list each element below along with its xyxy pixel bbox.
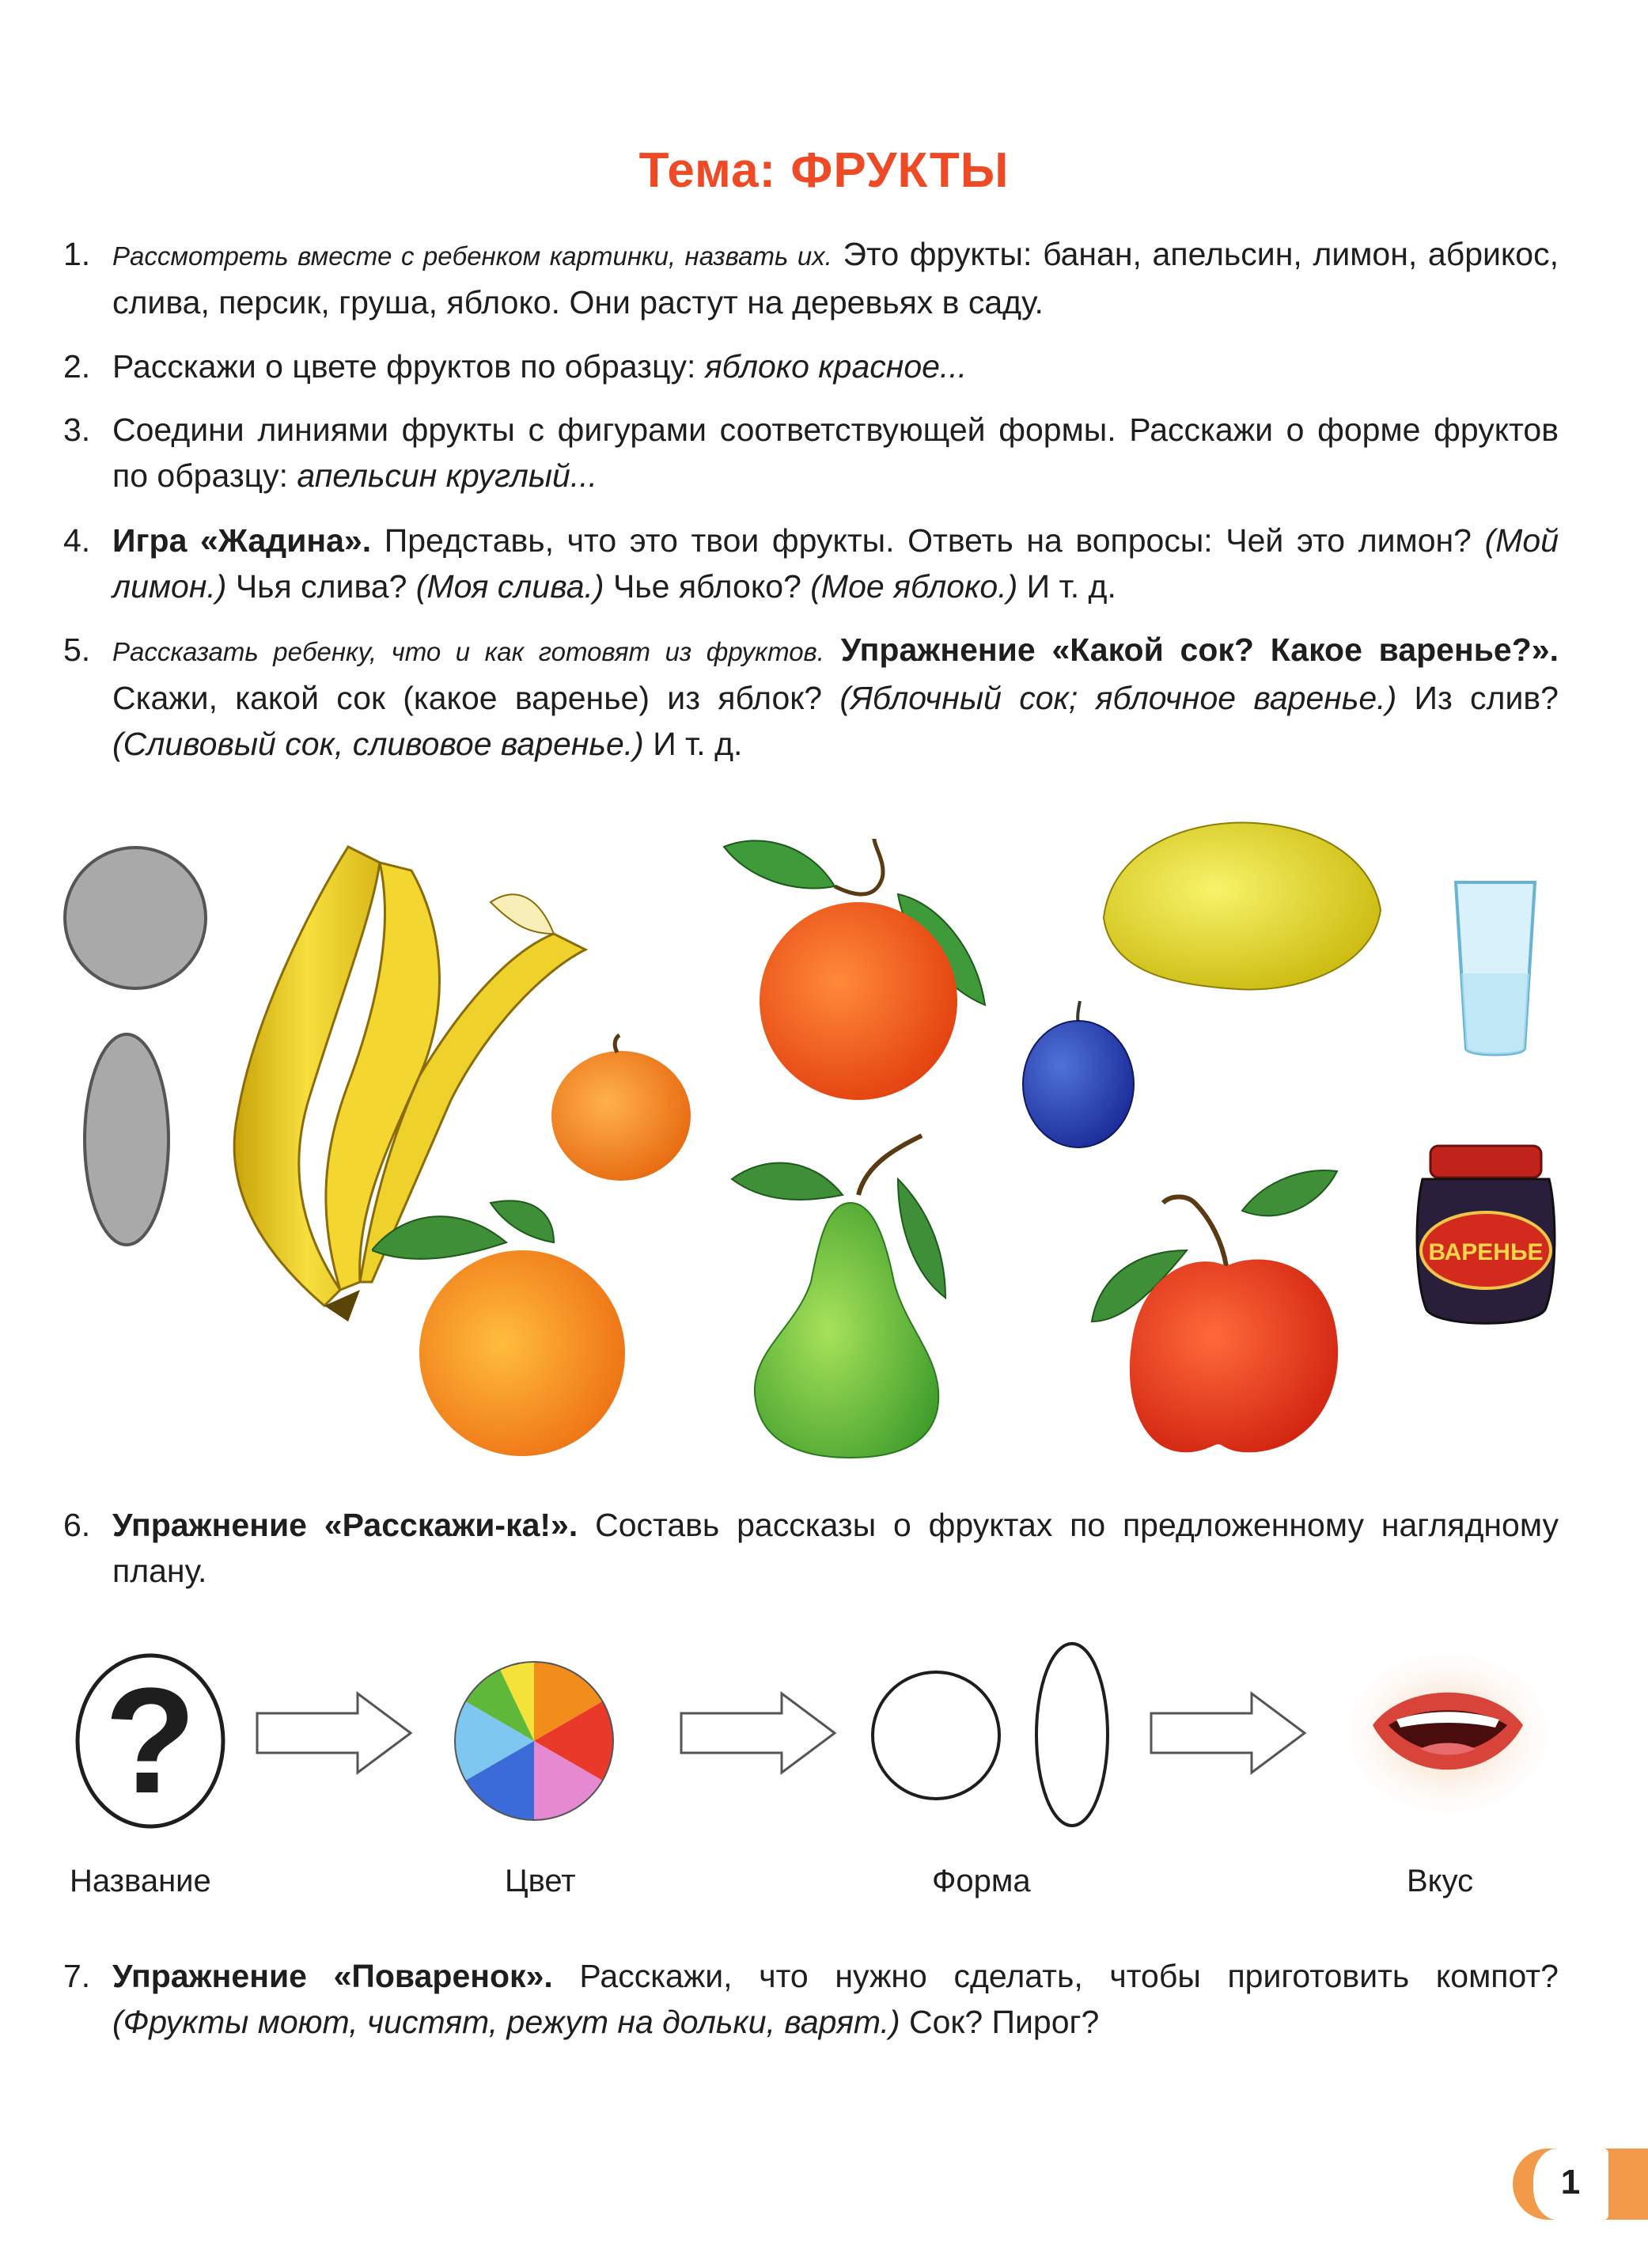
answer: (Моя слива.) [415,568,604,605]
task-example: апельсин круглый... [297,457,598,494]
color-wheel-icon [451,1658,617,1824]
game-title: Игра «Жадина». [112,522,372,559]
apricot-icon [542,1029,700,1187]
question-oval-icon [71,1650,229,1832]
task-text: Из слив? [1396,680,1559,716]
task-text: Соедини линиями фрукты с фигурами соответствующей формы. Расскажи о форме фруктов по образцу: [112,412,1559,494]
parent-instruction: Рассказать ребенку, что и как готовят из фруктов. [112,637,824,666]
task-3 [63,407,1559,499]
plan-label-color: Цвет [505,1864,576,1898]
task-5 [63,627,1559,767]
task-text: И т. д. [643,726,743,762]
task-1 [63,231,1559,325]
task-4 [63,518,1559,609]
arrow-right-icon [1149,1690,1307,1777]
mouth-icon [1349,1650,1547,1816]
exercise-title: Упражнение «Расскажи-ка!». [112,1507,578,1543]
exercise-title: Упражнение «Какой сок? Какое варенье?». [824,631,1559,668]
task-7 [63,1953,1559,2045]
glass-icon [1452,878,1539,1060]
task-text: Расскажи, что нужно сделать, чтобы приготовить компот? [552,1958,1559,1994]
answer: (Фрукты моют, чистят, режут на дольки, варят.) [112,2004,900,2040]
jam-jar-icon [1407,1140,1565,1329]
task-text: Представь, что это твои фрукты. Ответь на вопросы: Чей это лимон? [371,522,1485,559]
task-number: 6. [63,1507,91,1543]
question-mark: ? [104,1657,197,1825]
lemon-icon [1096,815,1388,997]
task-text: И т. д. [1017,568,1116,605]
circle-outline-shape [869,1668,1003,1803]
gray-circle-shape [60,843,210,993]
orange-icon [716,831,1001,1100]
answer: (Мое яблоко.) [810,568,1018,605]
peach-icon [372,1195,657,1456]
task-example: яблоко красное... [704,348,968,385]
oval-outline-shape [1032,1640,1112,1830]
task-number: 1. [63,236,91,272]
task-text: Чья слива? [226,568,416,605]
task-text: Скажи, какой сок (какое варенье) из яблок? [112,680,840,716]
arrow-right-icon [255,1690,413,1777]
task-number: 5. [63,631,91,668]
answer: (Сливовый сок, сливовое варенье.) [112,726,644,762]
plan-label-taste: Вкус [1407,1864,1474,1898]
task-number: 7. [63,1958,91,1994]
plan-label-shape: Форма [932,1864,1031,1898]
page-number: 1 [1560,2163,1581,2202]
exercise-title: Упражнение «Поваренок». [112,1958,553,1994]
jam-jar-label: ВАРЕНЬЕ [1428,1239,1544,1265]
task-text: Это фрукты: банан, апельсин, лимон, абрикос, слива, персик, груша, яблоко. Они растут на деревьях в саду. [112,236,1559,320]
task-6 [63,1502,1559,1594]
page-title: Тема: ФРУКТЫ [638,143,1010,198]
apple-icon [1076,1163,1361,1464]
task-number: 2. [63,348,91,385]
parent-instruction: Рассмотреть вместе с ребенком картинки, назвать их. [112,241,832,271]
task-number: 4. [63,522,91,559]
task-number: 3. [63,412,91,448]
task-2 [63,343,1559,389]
task-text: Чье яблоко? [604,568,811,605]
plan-label-name: Название [70,1864,211,1898]
plum-icon [1017,993,1143,1151]
task-text: Расскажи о цвете фруктов по образцу: [112,348,705,385]
answer: (Мой лимон.) [112,522,1559,605]
task-text: Сок? Пирог? [900,2004,1100,2040]
pear-icon [716,1132,985,1464]
gray-oval-shape [79,1029,174,1250]
arrow-right-icon [679,1690,837,1777]
task-text: Составь рассказы о фруктах по предложенному наглядному плану. [112,1507,1559,1589]
answer: (Яблочный сок; яблочное варенье.) [839,680,1397,716]
